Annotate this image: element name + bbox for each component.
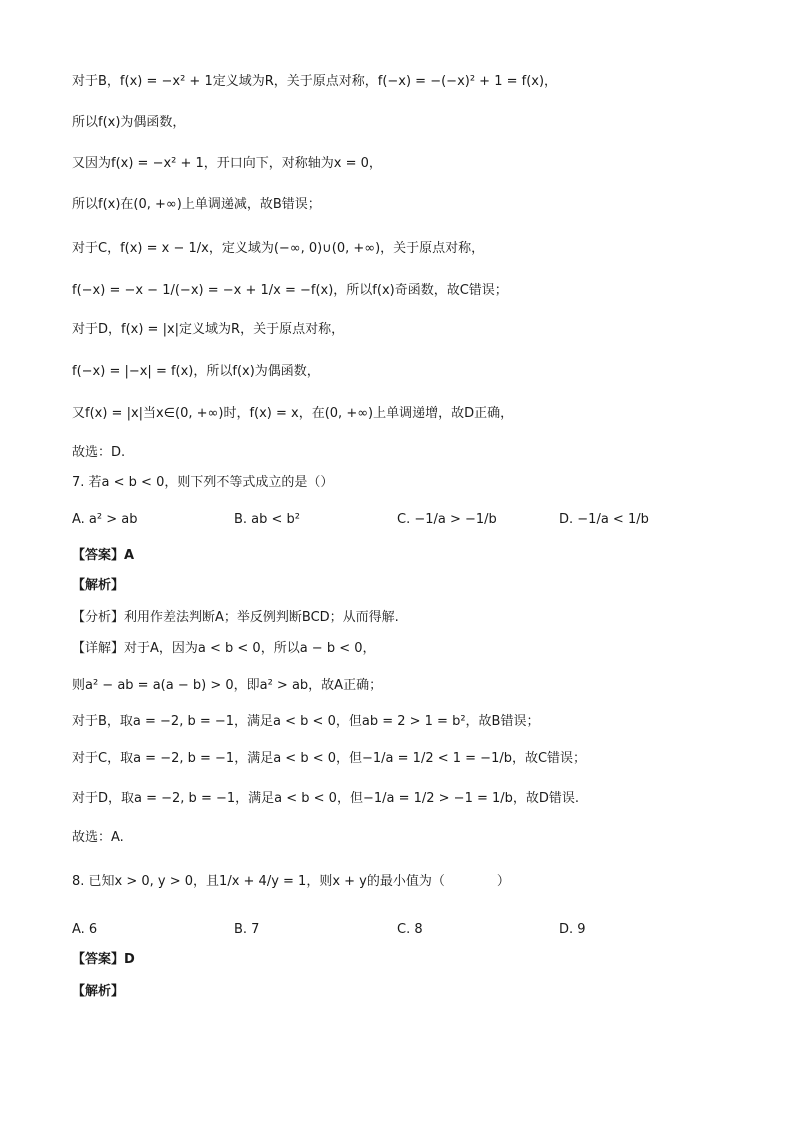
option-d: D. 9 (559, 922, 586, 937)
option-b: B. 7 (234, 922, 260, 937)
option-b: B. ab < b² (234, 512, 301, 527)
option-a: A. a² > ab (72, 512, 138, 527)
question-8-answer: 【答案】D (72, 952, 135, 967)
question-7-detail: 则a² − ab = a(a − b) > 0，即a² > ab，故A正确； (72, 678, 383, 693)
option-c: C. −1/a > −1/b (397, 512, 497, 527)
text-line: 对于B，f(x) = −x² + 1定义域为R，关于原点对称，f(−x) = −(−x)² + 1 = f(x)， (72, 74, 558, 89)
question-8-stem: 8. 已知x > 0, y > 0，且1/x + 4/y = 1，则x + y的最小值为（ ） (72, 874, 510, 889)
question-7-detail: 【详解】对于A，因为a < b < 0，所以a − b < 0， (72, 641, 376, 656)
option-a: A. 6 (72, 922, 98, 937)
text-line: f(−x) = |−x| = f(x)，所以f(x)为偶函数， (72, 364, 320, 379)
question-7-detail: 对于C，取a = −2, b = −1，满足a < b < 0，但−1/a = 1/2 < 1 = −1/b，故C错误； (72, 751, 587, 766)
text-line: 又f(x) = |x|当x∈(0, +∞)时，f(x) = x，在(0, +∞)上单调递增，故D正确， (72, 406, 514, 421)
question-8-analysis-title: 【解析】 (72, 984, 125, 999)
question-7-detail: 对于B，取a = −2, b = −1，满足a < b < 0，但ab = 2 > 1 = b²，故B错误； (72, 714, 540, 729)
question-7-stem: 7. 若a < b < 0，则下列不等式成立的是（） (72, 475, 334, 490)
text-line: 对于D，f(x) = |x|定义域为R，关于原点对称， (72, 322, 345, 337)
question-7-answer: 【答案】A (72, 548, 135, 563)
text-line: 故选：D. (72, 445, 126, 460)
question-7-analysis-title: 【解析】 (72, 578, 125, 593)
option-c: C. 8 (397, 922, 423, 937)
question-7-detail: 对于D，取a = −2, b = −1，满足a < b < 0，但−1/a = 1/2 > −1 = 1/b，故D错误. (72, 791, 580, 806)
option-d: D. −1/a < 1/b (559, 512, 649, 527)
text-line: 所以f(x)为偶函数， (72, 115, 186, 130)
question-7-analysis: 【分析】利用作差法判断A；举反例判断BCD；从而得解. (72, 610, 399, 625)
question-7-detail: 故选：A. (72, 830, 124, 845)
text-line: 对于C，f(x) = x − 1/x，定义域为(−∞, 0)∪(0, +∞)，关于原点对称， (72, 241, 485, 256)
text-line: 又因为f(x) = −x² + 1，开口向下，对称轴为x = 0， (72, 156, 382, 171)
text-line: 所以f(x)在(0, +∞)上单调递减，故B错误； (72, 197, 321, 212)
text-line: f(−x) = −x − 1/(−x) = −x + 1/x = −f(x)，所以f(x)奇函数，故C错误； (72, 283, 508, 298)
